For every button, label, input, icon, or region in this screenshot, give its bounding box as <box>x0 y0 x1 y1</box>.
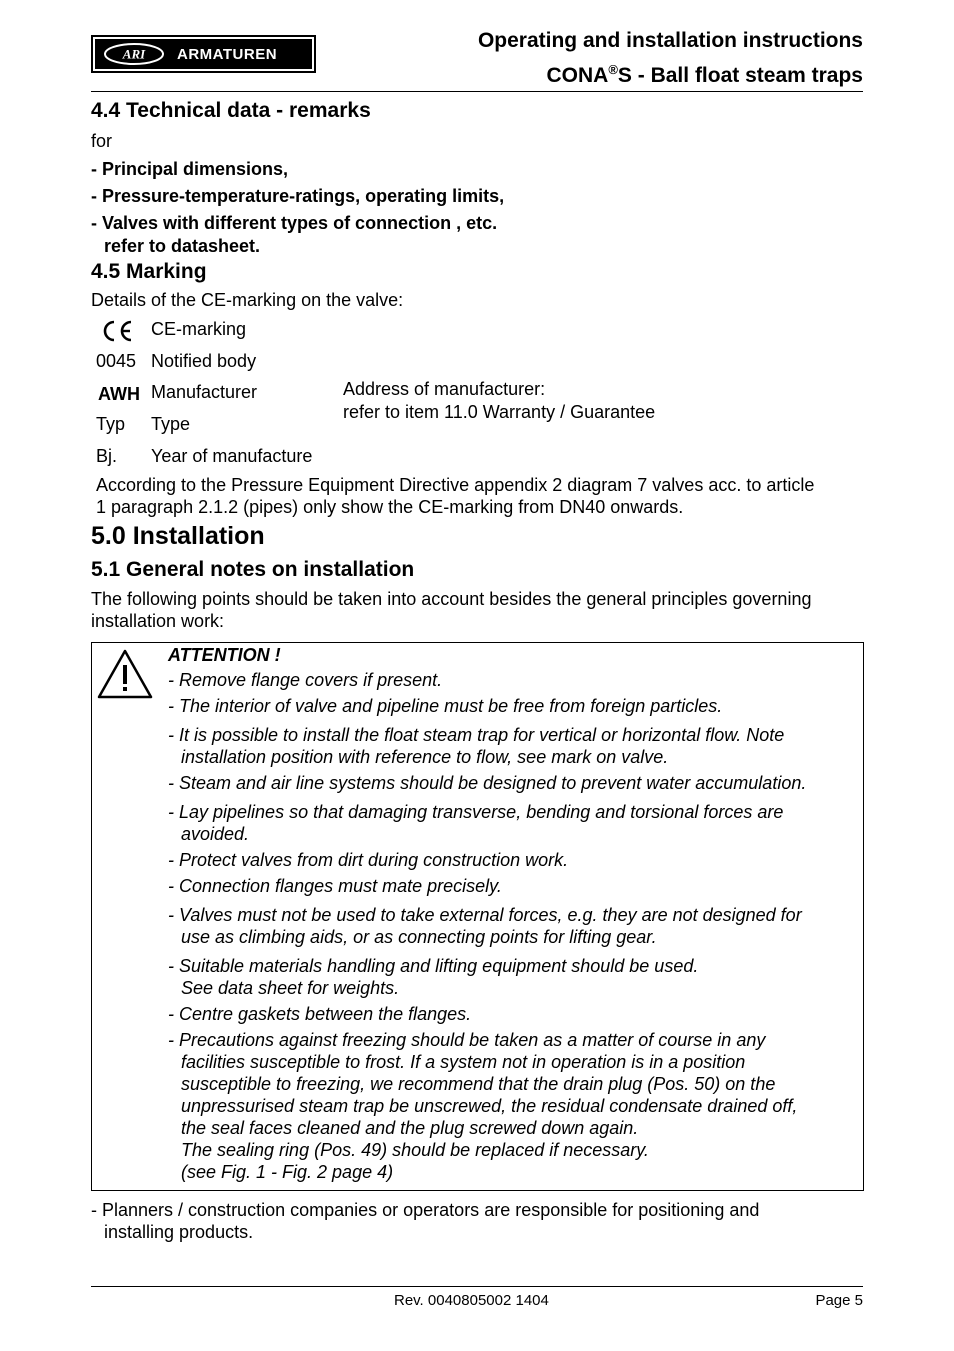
mark-code: Bj. <box>96 446 118 466</box>
warning-triangle-icon <box>96 648 154 700</box>
spec-item: - Principal dimensions, <box>91 159 289 179</box>
revision-number: Rev. 0040805002 1404 <box>394 1292 549 1309</box>
mark-label: Notified body <box>151 351 257 371</box>
manufacturer-address-label: Address of manufacturer: <box>343 379 546 399</box>
ce-note-line: 1 paragraph 2.1.2 (pipes) only show the CE-marking from DN40 onwards. <box>96 497 684 517</box>
ce-mark-icon <box>100 318 134 344</box>
spec-item: - Valves with different types of connection , etc. <box>91 213 498 233</box>
mark-label: Type <box>151 414 191 434</box>
attention-item: - The interior of valve and pipeline must be free from foreign particles. <box>168 696 723 716</box>
attention-item: - It is possible to install the float steam trap for vertical or horizontal flow. Note installation position with reference to flow, see mark on valve. <box>168 725 785 767</box>
footer-divider <box>91 1286 863 1287</box>
logo-text: ARMATUREN <box>177 45 278 63</box>
attention-item: - Connection flanges must mate precisely. <box>168 876 502 896</box>
ce-note-line: According to the Pressure Equipment Directive appendix 2 diagram 7 valves acc. to article <box>96 475 815 495</box>
section-4-4-heading: 4.4 Technical data - remarks <box>91 99 371 122</box>
logo-emblem-text: ARI <box>122 46 146 62</box>
attention-title: ATTENTION ! <box>168 645 281 665</box>
title-line-2: CONA®S - Ball float steam traps <box>546 62 863 87</box>
mark-code: 0045 <box>96 351 137 371</box>
attention-item: - Centre gaskets between the flanges. <box>168 1004 472 1024</box>
ari-emblem-icon <box>103 42 165 66</box>
manufacturer-address-ref: refer to item 11.0 Warranty / Guarantee <box>343 402 656 422</box>
mark-label: Year of manufacture <box>151 446 313 466</box>
document-title <box>478 26 863 90</box>
attention-item: - Remove flange covers if present. <box>168 670 443 690</box>
section-5-1-intro: installation work: <box>91 611 225 631</box>
company-logo <box>91 35 316 73</box>
header-divider <box>91 91 863 92</box>
attention-item: - Steam and air line systems should be designed to prevent water accumulation. <box>168 773 807 793</box>
page-number: Page 5 <box>815 1292 863 1309</box>
attention-item: - Lay pipelines so that damaging transverse, bending and torsional forces are avoided. <box>168 802 784 844</box>
section-4-5-heading: 4.5 Marking <box>91 260 207 283</box>
spec-item: refer to datasheet. <box>104 236 261 256</box>
mark-label: CE-marking <box>151 319 247 339</box>
section-5-1-intro: The following points should be taken into account besides the general principles governing <box>91 589 812 609</box>
section-4-5-intro: Details of the CE-marking on the valve: <box>91 290 404 310</box>
section-5-0-heading: 5.0 Installation <box>91 522 265 550</box>
spec-item: - Pressure-temperature-ratings, operating limits, <box>91 186 505 206</box>
section-4-4-intro: for <box>91 131 113 151</box>
attention-item: - Suitable materials handling and lifting equipment should be used. See data sheet for weights. <box>168 956 699 998</box>
title-line-1: Operating and installation instructions <box>477 29 863 52</box>
mark-code: AWH <box>98 384 140 404</box>
attention-item: - Valves must not be used to take external forces, e.g. they are not designed for use as climbing aids, or as connecting points for lifting gear. <box>168 905 802 947</box>
attention-item: - Protect valves from dirt during construction work. <box>168 850 569 870</box>
mark-label: Manufacturer <box>151 382 258 402</box>
section-5-1-heading: 5.1 General notes on installation <box>91 558 415 581</box>
responsibility-note: - Planners / construction companies or operators are responsible for positioning and <box>91 1200 760 1220</box>
mark-code: Typ <box>96 414 126 434</box>
responsibility-note: installing products. <box>104 1222 254 1242</box>
attention-item: - Precautions against freezing should be taken as a matter of course in any facilities susceptible to frost. If a system not in operation is in a position susceptible to freezing, we recommend that the drain plug (Pos. 50) on the unpressurised steam trap be unscrewed, the residual condensate drained off, the seal faces cleaned and the plug screwed down again. The sealing ring (Pos. 49) should be replaced if necessary. (see Fig. 1 - Fig. 2 page 4) <box>168 1030 798 1182</box>
